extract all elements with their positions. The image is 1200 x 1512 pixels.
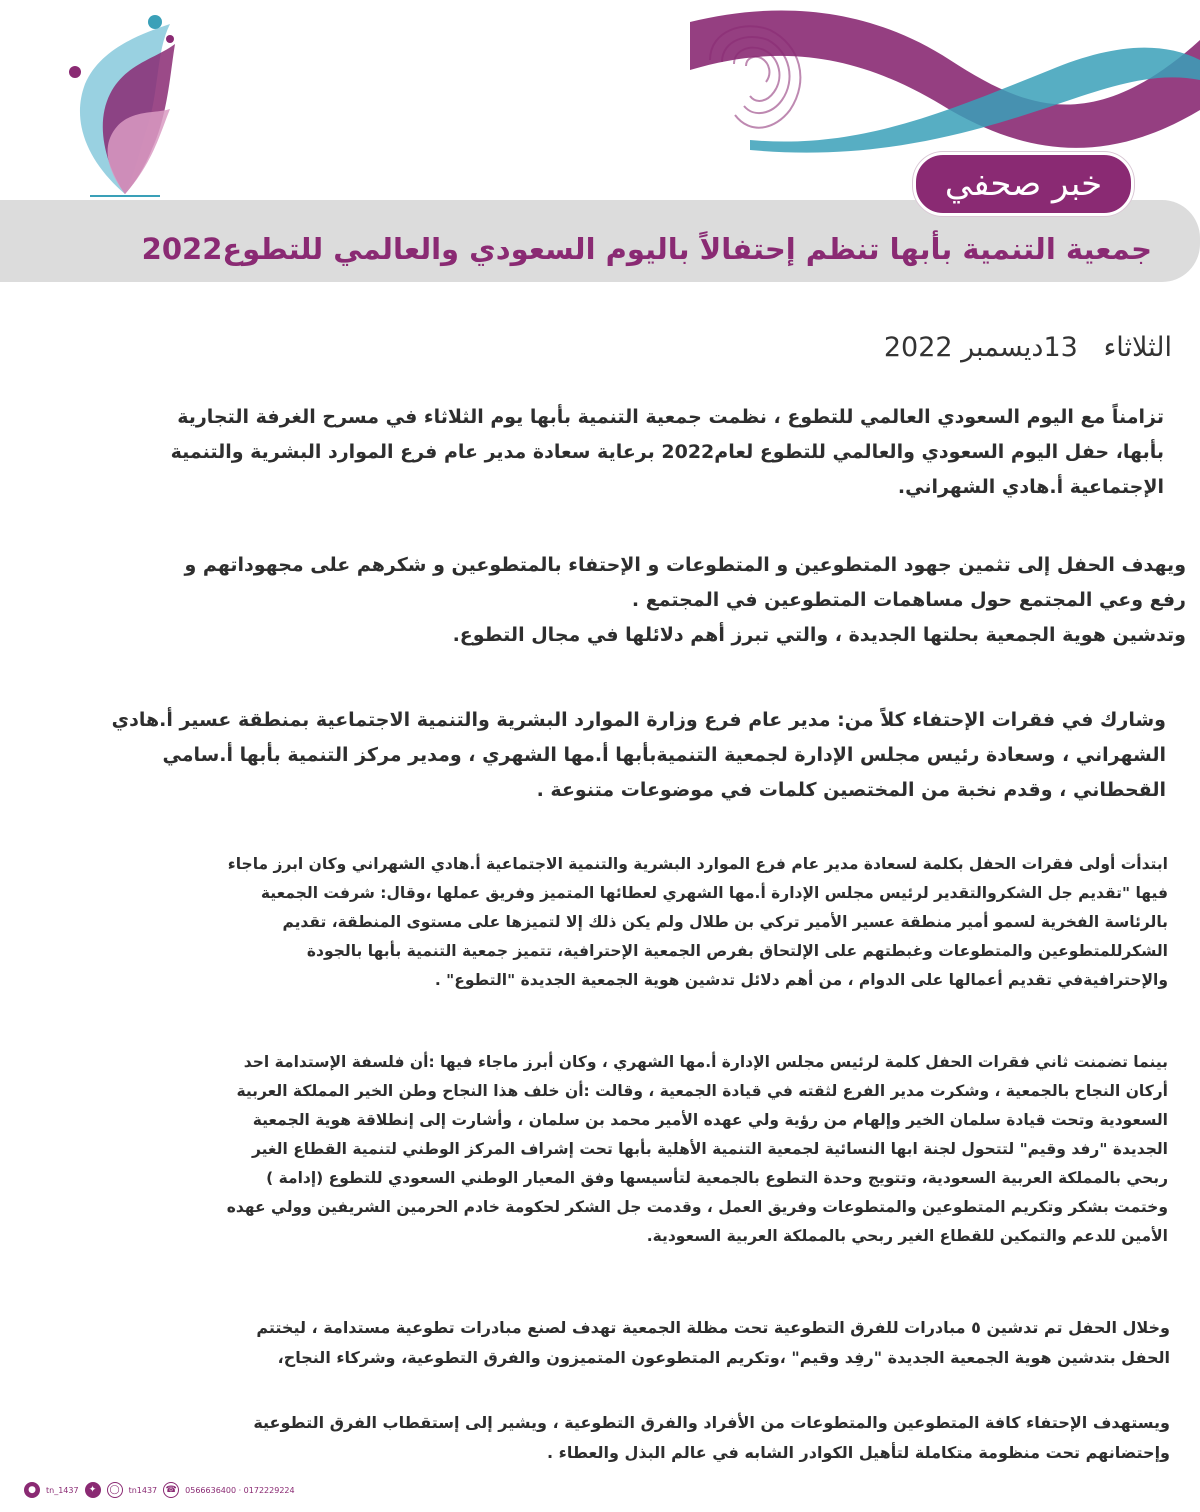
paragraph-goals	[46, 548, 1186, 653]
snapchat-icon[interactable]: ●	[24, 1482, 40, 1498]
text-line: بينما تضمنت ثاني فقرات الحفل كلمة لرئيس مجلس الإدارة أ.مها الشهري ، وكان أبرز ماجاء فيها :أن فلسفة الإستدامة احد	[243, 1053, 1168, 1071]
text-line: الحفل بتدشين هوية الجمعية الجديدة "رفِد وقيم" ،وتكريم المتطوعون المتميزون والفرق التطوعية، وشركاء النجاح،	[277, 1348, 1170, 1367]
paragraph-first-speech	[34, 850, 1168, 995]
text-line: السعودية وتحت قيادة سلمان الخير وإلهام من رؤية ولي عهده الأمير محمد بن سلمان ، وأشارت إلى إنطلاقة هوية الجمعية	[252, 1111, 1168, 1129]
text-line: الإجتماعية أ.هادي الشهراني.	[897, 476, 1164, 498]
header-ribbon-decoration	[690, 0, 1200, 170]
text-line: ربحي بالمملكة العربية السعودية، وتتويج وحدة التطوع بالجمعية لتأسيسها وفق المعيار الوطني السعودي للتطوع (إدامة )	[266, 1169, 1168, 1187]
text-line: ابتدأت أولى فقرات الحفل بكلمة لسعادة مدير عام فرع الموارد البشرية والتنمية الاجتماعية أ.هادي الشهراني وكان ابرز ماجاء	[227, 855, 1168, 873]
phone-numbers: 0566636400 · 0172229224	[185, 1485, 295, 1495]
snapchat-handle: tn_1437	[46, 1485, 79, 1495]
text-line: ويستهدف الإحتفاء كافة المتطوعين والمتطوعات من الأفراد والفرق التطوعية ، ويشير إلى إستقطاب الفرق التطوعية	[253, 1413, 1170, 1432]
paragraph-intro	[64, 400, 1164, 505]
text-line: أركان النجاح بالجمعية ، وشكرت مدير الفرع لثقته في قيادة الجمعية ، وقالت :أن خلف هذا النجاح وطن الخير المملكة العربية	[236, 1082, 1168, 1100]
text-line: الشكرللمتطوعين والمتطوعات وغبطتهم على الإلتحاق بفرص الجمعية الإحترافية، تتميز جمعية التنمية بأبها بالجودة	[306, 942, 1168, 960]
text-line: القحطاني ، وقدم نخبة من المختصين كلمات في موضوعات متنوعة .	[536, 779, 1166, 801]
text-line: بالرئاسة الفخرية لسمو أمير منطقة عسير الأمير تركي بن طلال ولم يكن ذلك إلا لتميزها على مستوى المنطقة، تقديم	[282, 913, 1168, 931]
text-line: والإحترافيةفي تقديم أعمالها على الدوام ، من أهم دلائل تدشين هوية الجمعية الجديدة "التطوع" .	[434, 971, 1168, 989]
text-line: وخلال الحفل تم تدشين ٥ مبادرات للفرق التطوعية تحت مظلة الجمعية تهدف لصنع مبادرات تطوعية مستدامة ، ليختتم	[256, 1318, 1170, 1337]
text-line: وإحتضانهم تحت منظومة متكاملة لتأهيل الكوادر الشابه في عالم البذل والعطاء .	[547, 1443, 1170, 1462]
publish-date	[884, 332, 1172, 363]
text-line: تزامناً مع اليوم السعودي العالمي للتطوع ، نظمت جمعية التنمية بأبها يوم الثلاثاء في مسرح الغرفة التجارية	[177, 406, 1164, 428]
page-title: جمعية التنمية بأبها تنظم إحتفالاً باليوم السعودي والعالمي للتطوع2022	[141, 232, 1152, 266]
text-line: وتدشين هوية الجمعية بحلتها الجديدة ، والتي تبرز أهم دلائلها في مجال التطوع.	[452, 624, 1186, 646]
paragraph-initiatives	[120, 1313, 1170, 1373]
date-day: الثلاثاء	[1103, 332, 1172, 363]
text-line: الأمين للدعم والتمكين للقطاع الغير ربحي بالمملكة العربية السعودية.	[646, 1227, 1168, 1245]
text-line: وختمت بشكر وتكريم المتطوعين والمتطوعات وفريق العمل ، وقدمت جل الشكر لحكومة خادم الحرمين الشريفين وولي عهده	[226, 1198, 1168, 1216]
paragraph-participants	[12, 703, 1166, 808]
text-line: وشارك في فقرات الإحتفاء كلاً من: مدير عام فرع وزارة الموارد البشرية والتنمية الاجتماعية بمنطقة عسير أ.هادي	[111, 709, 1166, 731]
text-line: الشهراني ، وسعادة رئيس مجلس الإدارة لجمعية التنميةبأبها أ.مها الشهري ، ومدير مركز التنمية بأبها أ.سامي	[162, 744, 1166, 766]
text-line: ويهدف الحفل إلى تثمين جهود المتطوعين و المتطوعات و الإحتفاء بالمتطوعين و شكرهم على مجهوداتهم و	[184, 554, 1186, 576]
instagram-icon[interactable]: ◯	[107, 1482, 123, 1498]
phone-icon[interactable]: ☎	[163, 1482, 179, 1498]
twitter-icon[interactable]: ✦	[85, 1482, 101, 1498]
text-line: فيها "تقديم جل الشكروالتقدير لرئيس مجلس الإدارة أ.مها الشهري لعطائها المتميز وفريق عملها ،وقال: شرفت الجمعية	[260, 884, 1168, 902]
instagram-handle: tn1437	[128, 1485, 158, 1495]
press-release-badge: خبر صحفي	[913, 152, 1134, 216]
paragraph-second-speech	[34, 1048, 1168, 1251]
contact-footer	[24, 1482, 295, 1498]
paragraph-target	[120, 1408, 1170, 1468]
text-line: بأبها، حفل اليوم السعودي والعالمي للتطوع لعام2022 برعاية سعادة مدير عام فرع الموارد البشرية والتنمية	[170, 441, 1164, 463]
date-value: 13ديسمبر 2022	[883, 332, 1078, 363]
text-line: الجديدة "رفد وقيم" لتتحول لجنة ابها النسائية لجمعية التنمية الأهلية بأبها تحت إشراف المركز الوطني لتنمية القطاع الغير	[251, 1140, 1168, 1158]
text-line: رفع وعي المجتمع حول مساهمات المتطوعين في المجتمع .	[631, 589, 1186, 611]
organization-logo	[60, 14, 190, 204]
